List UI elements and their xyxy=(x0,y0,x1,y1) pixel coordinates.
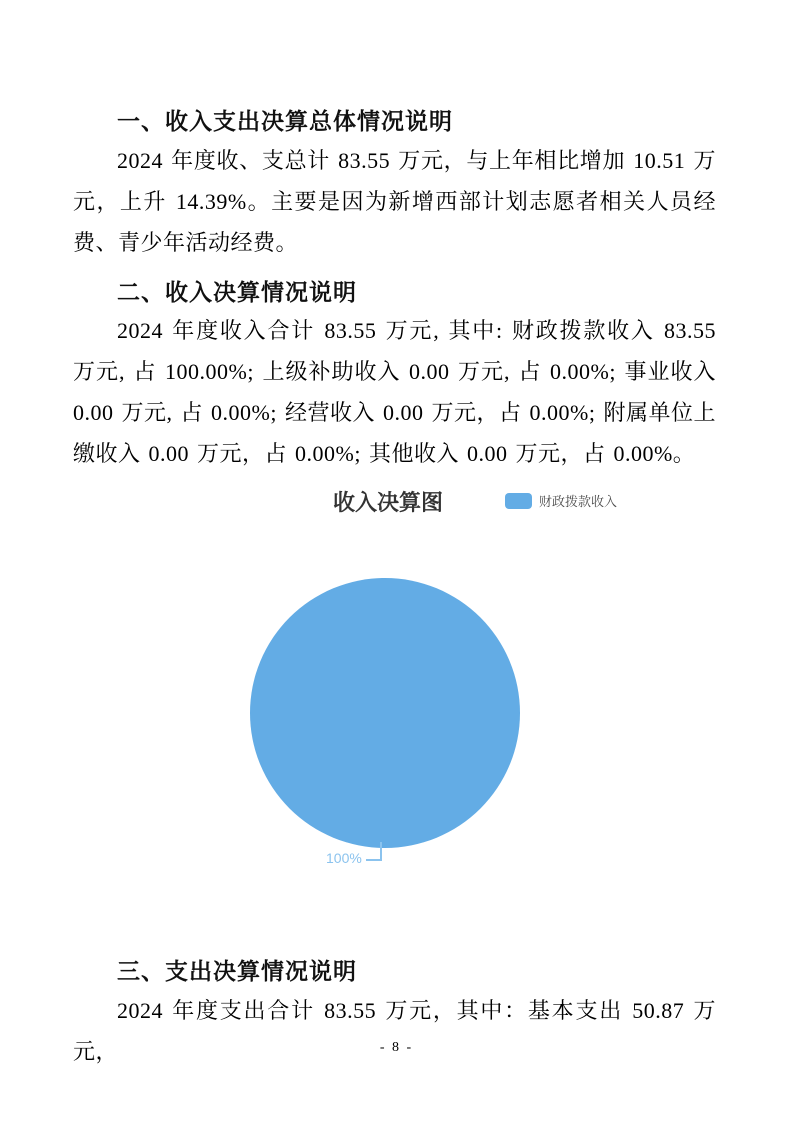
section-3-paragraph: 2024 年度支出合计 83.55 万元，其中：基本支出 50.87 万元， xyxy=(73,998,716,1064)
legend-label: 财政拨款收入 xyxy=(539,494,618,509)
chart-title: 收入决算图 xyxy=(333,490,444,515)
section-3-heading: 三、支出决算情况说明 xyxy=(117,958,357,984)
pie-percent-label: 100% xyxy=(326,850,362,866)
pie-slice-fiscal-revenue xyxy=(250,578,520,848)
chart-legend xyxy=(505,491,617,510)
pie-label-leader-line xyxy=(366,859,382,861)
section-1-paragraph: 2024 年度收、支总计 83.55 万元，与上年相比增加 10.51 万元，上升 14.39%。主要是因为新增西部计划志愿者相关人员经费、青少年活动经费。 xyxy=(73,148,716,255)
section-1-heading: 一、收入支出决算总体情况说明 xyxy=(117,108,453,134)
legend-swatch-icon xyxy=(505,493,532,509)
section-2-heading: 二、收入决算情况说明 xyxy=(117,279,357,305)
section-2-paragraph: 2024 年度收入合计 83.55 万元, 其中: 财政拨款收入 83.55 万元, 占 100.00%; 上级补助收入 0.00 万元, 占 0.00%; 事业收入 0.00 万元, 占 0.00%; 经营收入 0.00 万元，占 0.00%; 附属单位上缴收入 0.00 万元，占 0.00%; 其他收入 0.00 万元，占 0.00%。 xyxy=(73,318,716,466)
page-number: - 8 - xyxy=(379,1040,414,1055)
pie-label-leader-line xyxy=(380,842,382,860)
